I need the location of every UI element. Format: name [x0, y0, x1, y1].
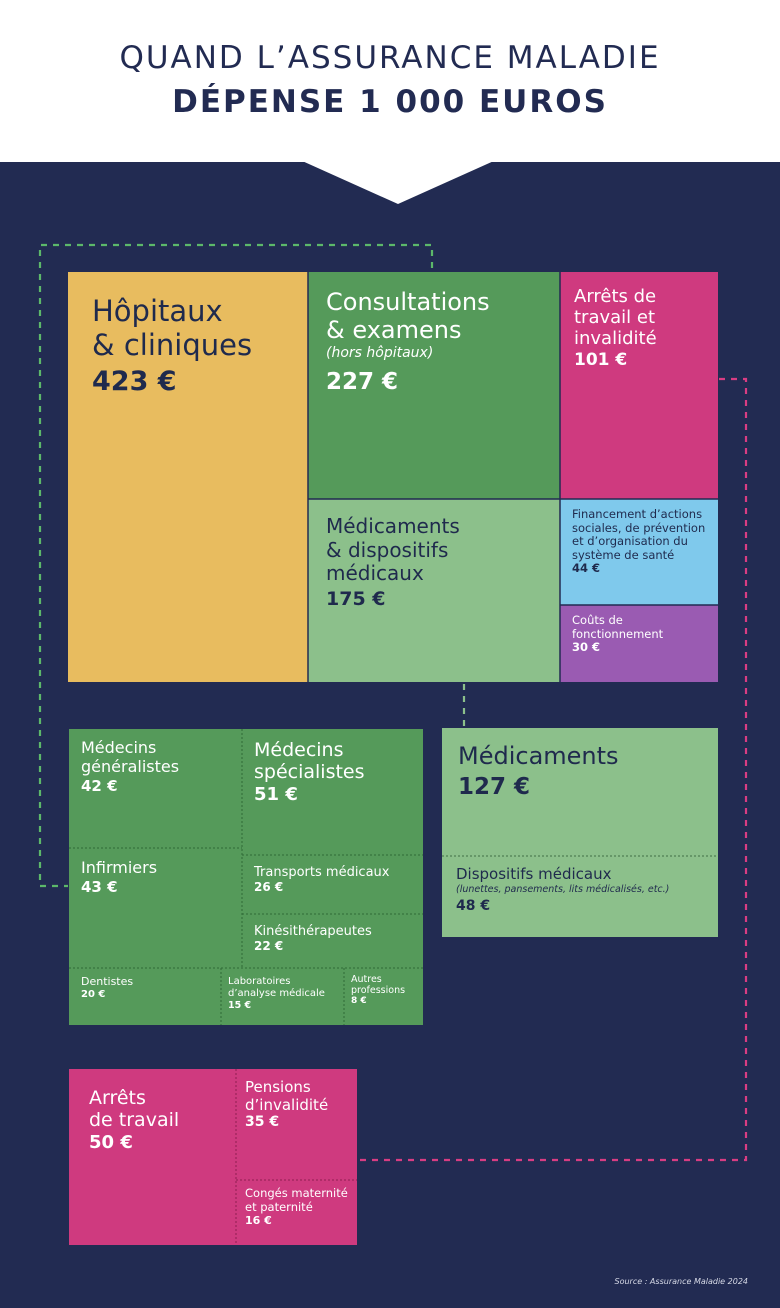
arrets-label-2: travail et [574, 307, 656, 329]
arrets-value: 101 € [574, 349, 628, 370]
dispositifs-label: Dispositifs médicaux [456, 865, 612, 883]
transports-label: Transports médicaux [254, 865, 390, 880]
hopitaux-value: 423 € [92, 366, 177, 398]
conges-value: 16 € [245, 1214, 272, 1228]
box-consult-breakdown [69, 729, 423, 1025]
pensions-label-1: Pensions [245, 1078, 311, 1096]
title-line-2: DÉPENSE 1 000 EUROS [172, 84, 608, 120]
hopitaux-label-1: Hôpitaux [92, 294, 223, 328]
box-consultations [308, 272, 560, 499]
autres-label-1: Autres [351, 974, 382, 985]
cell-arrets-travail [89, 1087, 179, 1153]
kine-value: 22 € [254, 939, 284, 954]
cell-autres [351, 974, 405, 1007]
cell-kine [254, 924, 372, 954]
cell-conges [245, 1187, 348, 1227]
laboratoires-label-2: d’analyse médicale [228, 987, 325, 999]
arrets-label-3: invalidité [574, 328, 657, 350]
pensions-label-2: d’invalidité [245, 1095, 329, 1114]
kine-label: Kinésithérapeutes [254, 924, 372, 939]
generalistes-value: 42 € [81, 776, 118, 795]
generalistes-label-2: généralistes [81, 756, 180, 776]
specialistes-label-1: Médecins [254, 739, 344, 761]
arrets-travail-label-1: Arrêts [89, 1087, 146, 1109]
cell-pensions [245, 1079, 328, 1131]
cell-infirmiers [81, 859, 157, 896]
box-medicaments-dispositifs [308, 499, 560, 682]
box-arrets-invalidite [560, 272, 718, 499]
cell-transports [254, 865, 389, 895]
arrets-travail-value: 50 € [89, 1131, 133, 1153]
title-line-1: QUAND L’ASSURANCE MALADIE [119, 40, 661, 76]
specialistes-value: 51 € [254, 783, 298, 805]
dispositifs-value: 48 € [456, 898, 491, 915]
box-couts [560, 605, 718, 682]
financement-label-3: et d’organisation du [572, 534, 688, 549]
financement-label-1: Financement d’actions [572, 507, 703, 521]
medicaments-value: 127 € [458, 774, 531, 801]
consultations-sub: (hors hôpitaux) [326, 344, 434, 361]
arrets-travail-label-2: de travail [89, 1109, 180, 1132]
medic-disp-label-1: Médicaments [326, 514, 460, 538]
medic-disp-value: 175 € [326, 587, 386, 610]
generalistes-label-1: Médecins [81, 738, 157, 757]
autres-value: 8 € [351, 996, 367, 1007]
laboratoires-label-1: Laboratoires [228, 976, 291, 987]
financement-label-2: sociales, de prévention [572, 520, 706, 535]
dentistes-label: Dentistes [81, 975, 134, 988]
hopitaux-label-2: & cliniques [92, 328, 253, 363]
source-note: Source : Assurance Maladie 2024 [614, 1277, 748, 1286]
box-arrets-breakdown [69, 1069, 357, 1245]
transports-value: 26 € [254, 880, 284, 895]
laboratoires-value: 15 € [228, 999, 252, 1011]
arrets-label-1: Arrêts de [574, 286, 657, 307]
couts-label-1: Coûts de [572, 613, 623, 627]
consultations-label-2: & examens [326, 316, 462, 345]
dentistes-value: 20 € [81, 988, 106, 1000]
medic-disp-label-2: & dispositifs [326, 537, 449, 562]
cell-dispositifs [456, 866, 716, 915]
cell-dentistes [81, 976, 133, 1001]
consultations-label-1: Consultations [326, 288, 490, 316]
financement-label-4: système de santé [572, 547, 675, 562]
box-financement [560, 499, 718, 605]
cell-laboratoires [228, 976, 325, 1011]
dispositifs-sub: (lunettes, pansements, lits médicalisés, etc.) [456, 883, 670, 895]
box-medic-breakdown [442, 728, 718, 937]
couts-label-2: fonctionnement [572, 626, 664, 641]
cell-generalistes [81, 739, 179, 795]
conges-label-2: et paternité [245, 1199, 313, 1214]
consultations-value: 227 € [326, 369, 399, 396]
infirmiers-value: 43 € [81, 877, 118, 896]
infirmiers-label: Infirmiers [81, 858, 158, 877]
specialistes-label-2: spécialistes [254, 761, 365, 784]
couts-value: 30 € [572, 640, 601, 655]
cell-medicaments [458, 742, 619, 802]
autres-label-2: professions [351, 985, 406, 997]
medic-disp-label-3: médicaux [326, 561, 424, 586]
financement-value: 44 € [572, 561, 601, 576]
cell-specialistes [254, 739, 365, 805]
medicaments-label: Médicaments [458, 742, 619, 770]
conges-label-1: Congés maternité [245, 1186, 348, 1200]
box-hopitaux [68, 272, 308, 682]
pensions-value: 35 € [245, 1114, 280, 1131]
